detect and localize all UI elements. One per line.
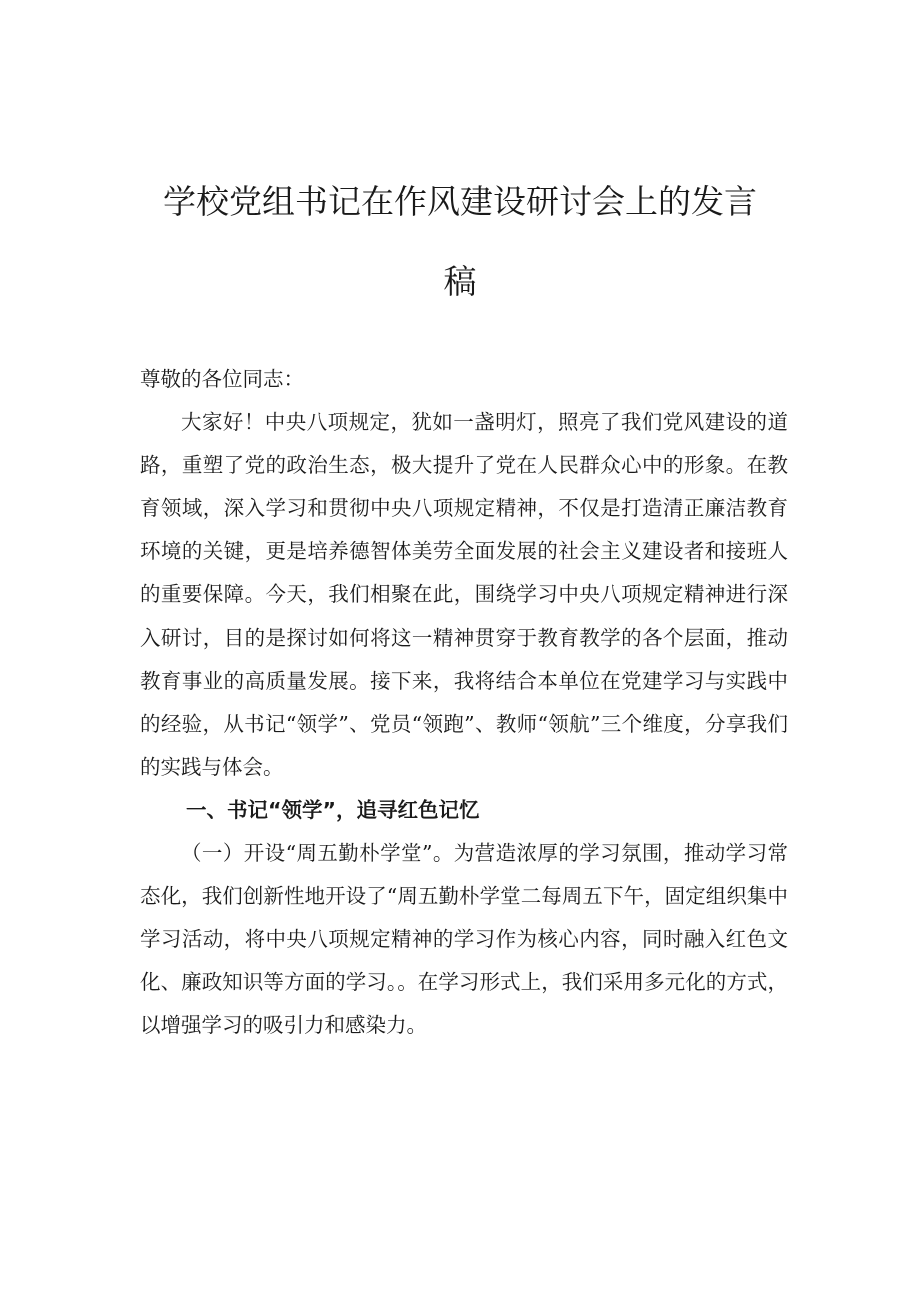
document-title-line-1: 学校党组书记在作风建设研讨会上的发言 xyxy=(163,182,757,221)
paragraph-opening: 大家好！中央八项规定，犹如一盏明灯，照亮了我们党风建设的道路，重塑了党的政治生态，极大提升了党在人民群众心中的形象。在教育领域，深入学习和贯彻中央八项规定精神，不仅是打造清正廉洁教育环境的关键，更是培养德智体美劳全面发展的社会主义建设者和接班人的重要保障。今天，我们相聚在此，围绕学习中央八项规定精神进行深入研讨，目的是探讨如何将这一精神贯穿于教育教学的各个层面，推动教育事业的高质量发展。接下来，我将结合本单位在党建学习与实践中的经验，从书记“领学”、党员“领跑”、教师“领航”三个维度，分享我们的实践与体会。 xyxy=(140,410,788,779)
document-title-line-2: 稿 xyxy=(443,262,477,301)
paragraph-section-1-1: （一）开设“周五勤朴学堂”。为营造浓厚的学习氛围，推动学习常态化，我们创新性地开设了“周五勤朴学堂二每周五下午，固定组织集中学习活动，将中央八项规定精神的学习作为核心内容，同时融入红色文化、廉政知识等方面的学习。。在学习形式上，我们采用多元化的方式，以增强学习的吸引力和感染力。 xyxy=(140,841,788,1038)
section-heading-1: 一、书记“领学”，追寻红色记忆 xyxy=(186,797,480,822)
document-body xyxy=(140,358,788,1048)
salutation: 尊敬的各位同志： xyxy=(140,367,304,391)
